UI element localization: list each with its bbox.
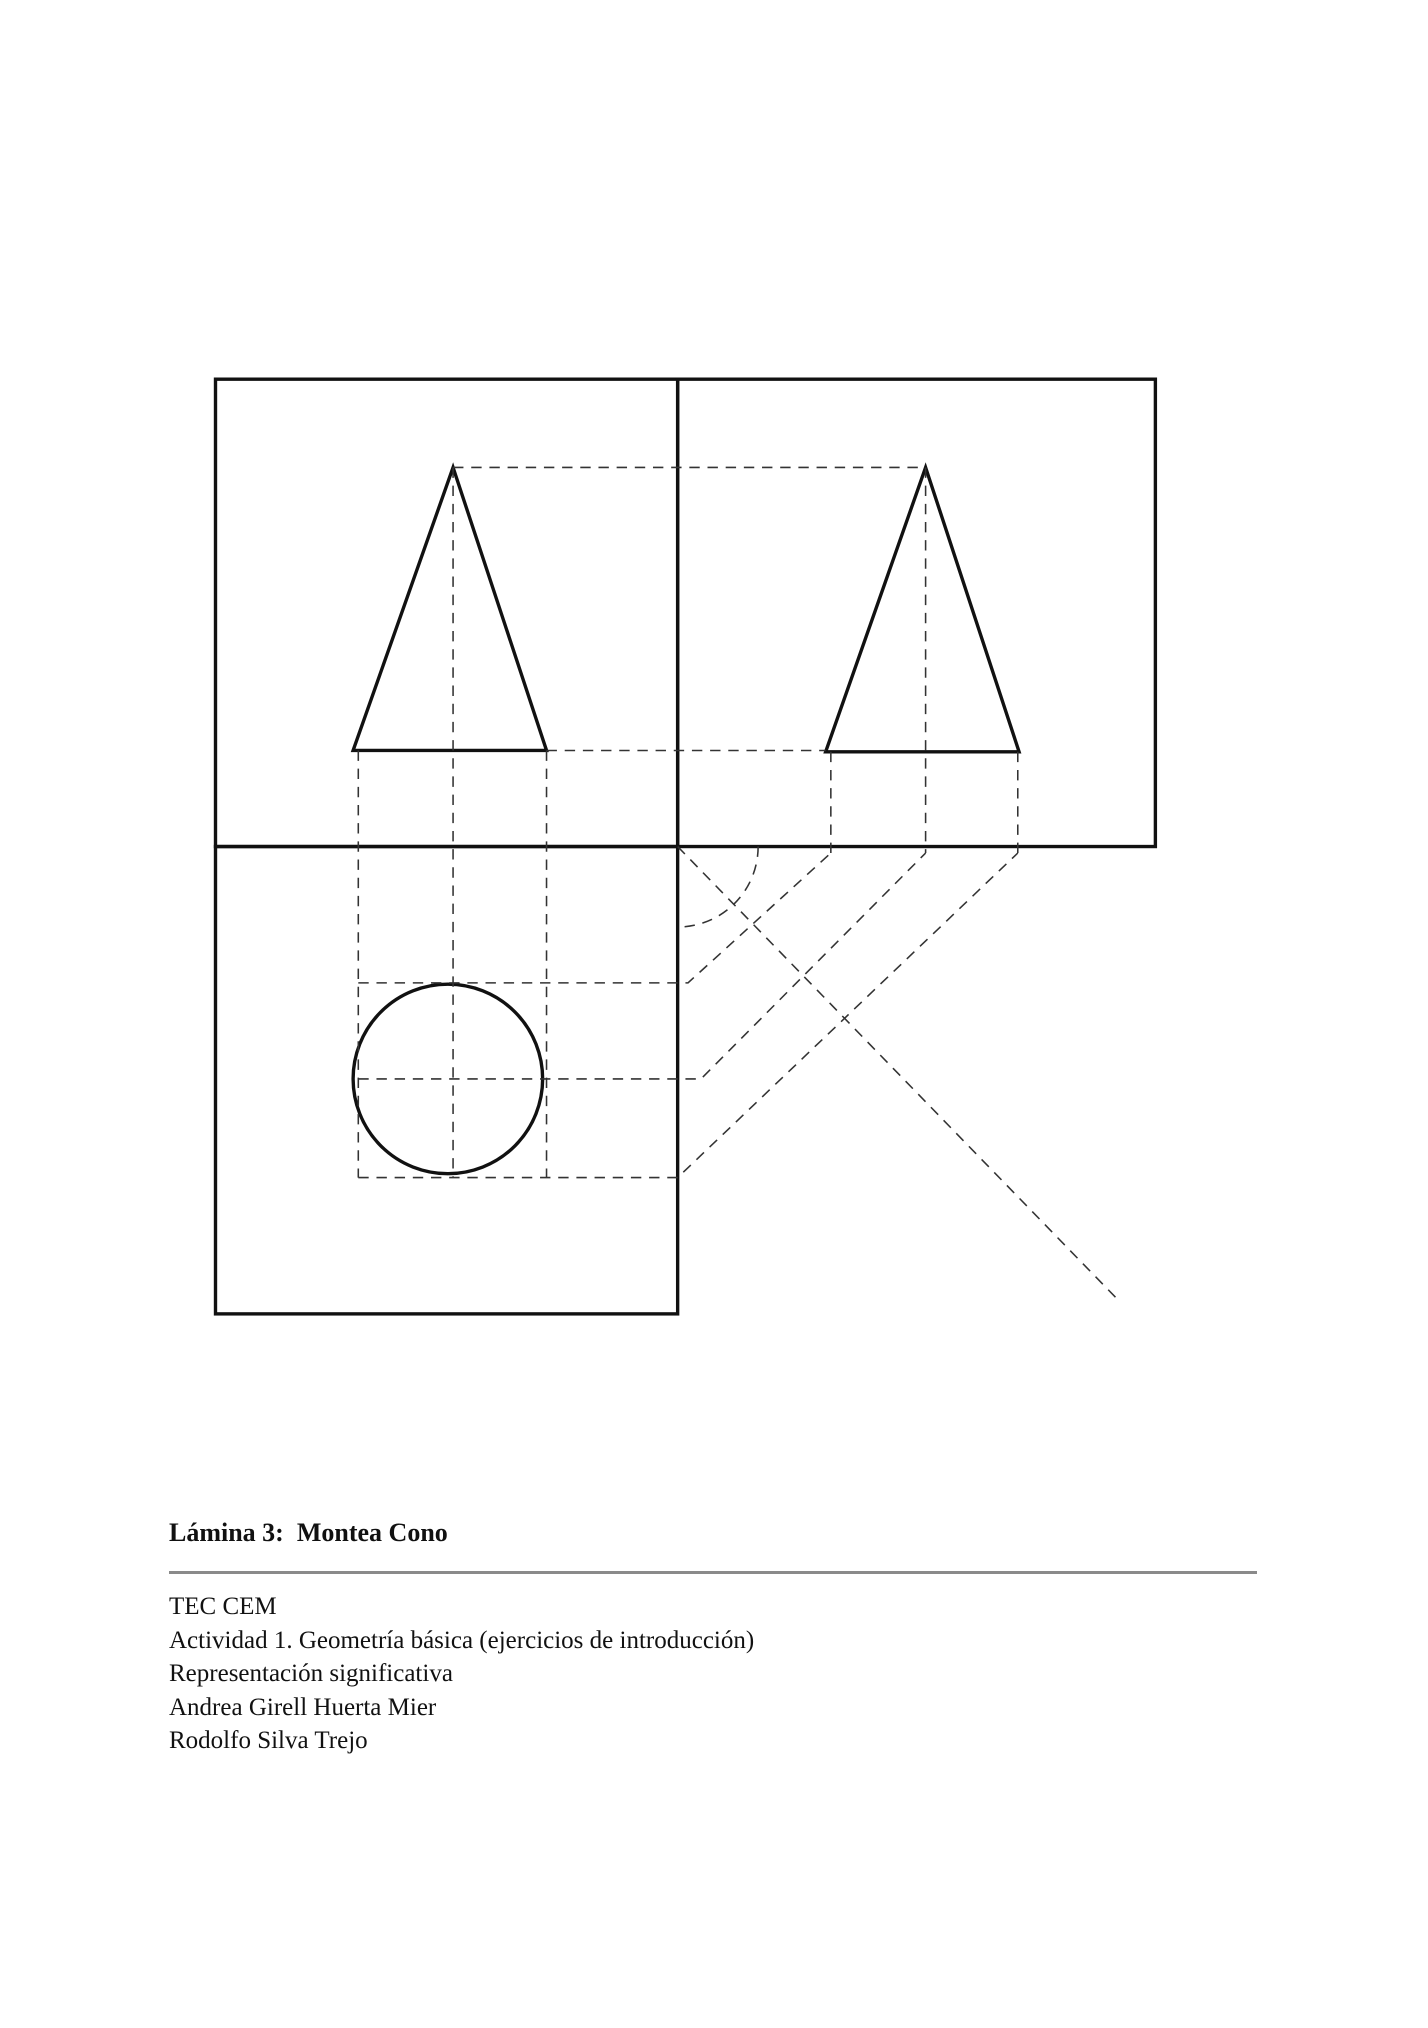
transfer-line-1 <box>358 853 831 983</box>
projection-frames <box>215 379 1155 1314</box>
cone-front-triangle <box>353 467 546 750</box>
sheet-info <box>169 1590 754 1758</box>
subtitle: Representación significativa <box>169 1660 453 1687</box>
transfer-arc <box>678 847 758 927</box>
projection-lines <box>358 467 1119 1300</box>
author: Andrea Girell Huerta Mier <box>169 1693 437 1721</box>
transfer-line-3 <box>358 853 1017 1178</box>
teacher: Rodolfo Silva Trejo <box>169 1727 368 1754</box>
institution: TEC CEM <box>169 1593 277 1620</box>
miter-line-45deg <box>678 847 1119 1301</box>
top-view-frame <box>215 847 677 1314</box>
lateral-view-frame <box>678 379 1156 846</box>
cone-side-triangle <box>826 467 1019 751</box>
frontal-view-frame <box>215 379 677 846</box>
divider-rule <box>169 1571 1257 1574</box>
activity: Actividad 1. Geometría básica (ejercicios de introducción) <box>169 1626 755 1654</box>
transfer-line-2 <box>358 853 925 1079</box>
sheet-title: Lámina 3: Montea Cono <box>169 1518 448 1547</box>
